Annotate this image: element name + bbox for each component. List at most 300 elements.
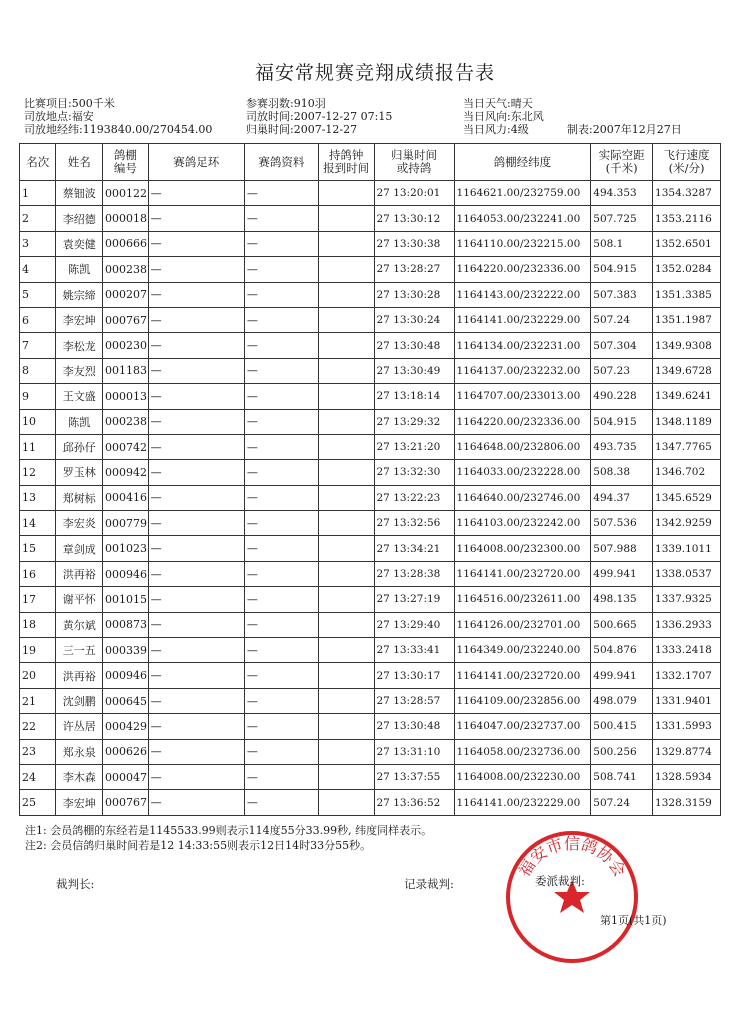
- cell-loft-id: 000230: [103, 333, 149, 358]
- cell-loft-coords: 1164134.00/232231.00: [454, 333, 591, 358]
- cell-name: 洪再裕: [56, 561, 103, 586]
- table-row: [20, 536, 721, 561]
- cell-clock-time: [318, 511, 374, 536]
- cell-clock-time: [318, 206, 374, 231]
- info-return-time: 归巢时间:2007-12-27: [246, 123, 358, 136]
- cell-return-time: 27 13:28:27: [374, 257, 454, 282]
- info-coords: 司放地经纬:1193840.00/270454.00: [24, 123, 213, 136]
- table-body: [20, 181, 721, 816]
- cell-return-time: 27 13:30:12: [374, 206, 454, 231]
- cell-speed: 1349.9308: [653, 333, 721, 358]
- table-row: [20, 688, 721, 713]
- cell-rank: 16: [20, 561, 56, 586]
- cell-name: 王文盛: [56, 384, 103, 409]
- cell-clock-time: [318, 181, 374, 206]
- column-header-distance: 实际空距 (千米): [591, 144, 653, 181]
- cell-speed: 1331.5993: [653, 714, 721, 739]
- table-row: [20, 561, 721, 586]
- referee-signature-label: 裁判长:: [56, 877, 95, 891]
- cell-name: 洪再裕: [56, 663, 103, 688]
- cell-clock-time: [318, 485, 374, 510]
- cell-ring: —: [148, 587, 244, 612]
- cell-loft-id: 000942: [103, 460, 149, 485]
- cell-loft-id: 001183: [103, 358, 149, 383]
- cell-ring: —: [148, 536, 244, 561]
- cell-rank: 25: [20, 790, 56, 815]
- cell-loft-coords: 1164516.00/232611.00: [454, 587, 591, 612]
- cell-speed: 1339.1011: [653, 536, 721, 561]
- cell-rank: 2: [20, 206, 56, 231]
- cell-distance: 507.23: [591, 358, 653, 383]
- cell-loft-coords: 1164103.00/232242.00: [454, 511, 591, 536]
- table-row: [20, 282, 721, 307]
- cell-loft-coords: 1164621.00/232759.00: [454, 181, 591, 206]
- cell-return-time: 27 13:30:38: [374, 231, 454, 256]
- cell-rank: 22: [20, 714, 56, 739]
- cell-return-time: 27 13:31:10: [374, 739, 454, 764]
- cell-rank: 13: [20, 485, 56, 510]
- cell-bird-info: —: [244, 764, 318, 789]
- cell-loft-id: 000946: [103, 663, 149, 688]
- cell-name: 李宏坤: [56, 790, 103, 815]
- cell-clock-time: [318, 384, 374, 409]
- cell-name: 郑树标: [56, 485, 103, 510]
- table-row: [20, 257, 721, 282]
- column-header-return-time: 归巢时间 或持鸽: [374, 144, 454, 181]
- cell-distance: 507.536: [591, 511, 653, 536]
- cell-bird-info: —: [244, 231, 318, 256]
- cell-loft-coords: 1164141.00/232229.00: [454, 307, 591, 332]
- cell-rank: 17: [20, 587, 56, 612]
- table-row: [20, 511, 721, 536]
- cell-loft-id: 000946: [103, 561, 149, 586]
- cell-clock-time: [318, 358, 374, 383]
- table-row: [20, 612, 721, 637]
- cell-loft-coords: 1164141.00/232229.00: [454, 790, 591, 815]
- cell-speed: 1349.6241: [653, 384, 721, 409]
- cell-speed: 1336.2933: [653, 612, 721, 637]
- cell-name: 许丛居: [56, 714, 103, 739]
- cell-return-time: 27 13:28:57: [374, 688, 454, 713]
- cell-name: 袁奕健: [56, 231, 103, 256]
- cell-loft-id: 000873: [103, 612, 149, 637]
- cell-ring: —: [148, 181, 244, 206]
- cell-name: 姚宗缔: [56, 282, 103, 307]
- table-row: [20, 714, 721, 739]
- cell-loft-id: 001023: [103, 536, 149, 561]
- column-header-loft-coords: 鸽棚经纬度: [454, 144, 591, 181]
- cell-loft-coords: 1164047.00/232737.00: [454, 714, 591, 739]
- cell-name: 章剑成: [56, 536, 103, 561]
- info-release-time: 司放时间:2007-12-27 07:15: [246, 110, 393, 123]
- table-row: [20, 358, 721, 383]
- cell-rank: 11: [20, 434, 56, 459]
- cell-ring: —: [148, 790, 244, 815]
- cell-clock-time: [318, 561, 374, 586]
- cell-ring: —: [148, 257, 244, 282]
- cell-loft-id: 001015: [103, 587, 149, 612]
- cell-return-time: 27 13:30:48: [374, 333, 454, 358]
- cell-name: 罗玉林: [56, 460, 103, 485]
- cell-loft-id: 000666: [103, 231, 149, 256]
- cell-name: 陈凯: [56, 257, 103, 282]
- cell-speed: 1331.9401: [653, 688, 721, 713]
- cell-loft-id: 000339: [103, 638, 149, 663]
- info-wind-direction: 当日风向:东北风: [463, 110, 544, 123]
- cell-loft-id: 000645: [103, 688, 149, 713]
- cell-ring: —: [148, 561, 244, 586]
- recorder-signature-label: 记录裁判:: [404, 877, 454, 891]
- cell-clock-time: [318, 612, 374, 637]
- cell-loft-id: 000013: [103, 384, 149, 409]
- table-row: [20, 460, 721, 485]
- cell-name: 陈凯: [56, 409, 103, 434]
- cell-clock-time: [318, 434, 374, 459]
- cell-name: 李木森: [56, 764, 103, 789]
- table-row: [20, 434, 721, 459]
- note-2: 注2: 会员信鸽归巢时间若是12 14:33:55则表示12日14时33分55秒。: [25, 839, 372, 852]
- cell-clock-time: [318, 638, 374, 663]
- cell-speed: 1332.1707: [653, 663, 721, 688]
- cell-loft-id: 000429: [103, 714, 149, 739]
- cell-distance: 494.353: [591, 181, 653, 206]
- cell-name: 邱孙仔: [56, 434, 103, 459]
- cell-ring: —: [148, 612, 244, 637]
- column-header-loft-id: 鸽棚 编号: [103, 144, 149, 181]
- cell-speed: 1352.6501: [653, 231, 721, 256]
- cell-ring: —: [148, 409, 244, 434]
- cell-rank: 19: [20, 638, 56, 663]
- cell-return-time: 27 13:30:28: [374, 282, 454, 307]
- cell-speed: 1349.6728: [653, 358, 721, 383]
- results-table: [19, 143, 721, 816]
- cell-clock-time: [318, 663, 374, 688]
- column-header-bird-info: 赛鸽资料: [244, 144, 318, 181]
- cell-clock-time: [318, 587, 374, 612]
- cell-ring: —: [148, 307, 244, 332]
- table-row: [20, 384, 721, 409]
- cell-ring: —: [148, 434, 244, 459]
- table-row: [20, 764, 721, 789]
- cell-rank: 24: [20, 764, 56, 789]
- cell-loft-coords: 1164137.00/232232.00: [454, 358, 591, 383]
- cell-loft-coords: 1164143.00/232222.00: [454, 282, 591, 307]
- cell-bird-info: —: [244, 460, 318, 485]
- cell-clock-time: [318, 536, 374, 561]
- cell-bird-info: —: [244, 688, 318, 713]
- cell-return-time: 27 13:32:56: [374, 511, 454, 536]
- cell-speed: 1333.2418: [653, 638, 721, 663]
- cell-clock-time: [318, 764, 374, 789]
- cell-return-time: 27 13:28:38: [374, 561, 454, 586]
- cell-ring: —: [148, 764, 244, 789]
- cell-name: 沈剑鹏: [56, 688, 103, 713]
- cell-rank: 20: [20, 663, 56, 688]
- cell-name: 谢平怀: [56, 587, 103, 612]
- cell-loft-coords: 1164141.00/232720.00: [454, 561, 591, 586]
- cell-bird-info: —: [244, 257, 318, 282]
- cell-ring: —: [148, 511, 244, 536]
- column-header-name: 姓名: [56, 144, 103, 181]
- cell-rank: 1: [20, 181, 56, 206]
- table-header-row: [20, 144, 721, 181]
- cell-speed: 1328.3159: [653, 790, 721, 815]
- column-header-ring: 赛鸽足环: [148, 144, 244, 181]
- cell-loft-coords: 1164648.00/232806.00: [454, 434, 591, 459]
- cell-speed: 1348.1189: [653, 409, 721, 434]
- cell-clock-time: [318, 307, 374, 332]
- cell-rank: 5: [20, 282, 56, 307]
- cell-rank: 3: [20, 231, 56, 256]
- cell-distance: 507.988: [591, 536, 653, 561]
- cell-return-time: 27 13:30:24: [374, 307, 454, 332]
- cell-distance: 508.1: [591, 231, 653, 256]
- cell-clock-time: [318, 714, 374, 739]
- cell-return-time: 27 13:21:20: [374, 434, 454, 459]
- cell-distance: 504.876: [591, 638, 653, 663]
- page-title: 福安常规赛竞翔成绩报告表: [254, 62, 495, 84]
- cell-ring: —: [148, 739, 244, 764]
- cell-loft-coords: 1164126.00/232701.00: [454, 612, 591, 637]
- cell-distance: 493.735: [591, 434, 653, 459]
- cell-loft-coords: 1164110.00/232215.00: [454, 231, 591, 256]
- cell-distance: 507.304: [591, 333, 653, 358]
- cell-loft-id: 000207: [103, 282, 149, 307]
- cell-bird-info: —: [244, 612, 318, 637]
- cell-return-time: 27 13:18:14: [374, 384, 454, 409]
- table-row: [20, 485, 721, 510]
- table-row: [20, 663, 721, 688]
- cell-ring: —: [148, 485, 244, 510]
- cell-ring: —: [148, 231, 244, 256]
- cell-speed: 1347.7765: [653, 434, 721, 459]
- cell-speed: 1351.1987: [653, 307, 721, 332]
- cell-distance: 507.383: [591, 282, 653, 307]
- cell-speed: 1338.0537: [653, 561, 721, 586]
- cell-return-time: 27 13:22:23: [374, 485, 454, 510]
- cell-ring: —: [148, 282, 244, 307]
- cell-loft-coords: 1164008.00/232300.00: [454, 536, 591, 561]
- cell-rank: 8: [20, 358, 56, 383]
- cell-ring: —: [148, 206, 244, 231]
- table-row: [20, 333, 721, 358]
- cell-bird-info: —: [244, 282, 318, 307]
- cell-distance: 507.24: [591, 790, 653, 815]
- cell-return-time: 27 13:29:40: [374, 612, 454, 637]
- cell-bird-info: —: [244, 434, 318, 459]
- table-row: [20, 307, 721, 332]
- cell-return-time: 27 13:32:30: [374, 460, 454, 485]
- cell-name: 李松龙: [56, 333, 103, 358]
- cell-bird-info: —: [244, 333, 318, 358]
- cell-return-time: 27 13:37:55: [374, 764, 454, 789]
- cell-clock-time: [318, 282, 374, 307]
- cell-rank: 9: [20, 384, 56, 409]
- cell-speed: 1354.3287: [653, 181, 721, 206]
- cell-clock-time: [318, 790, 374, 815]
- cell-loft-coords: 1164033.00/232228.00: [454, 460, 591, 485]
- cell-loft-coords: 1164053.00/232241.00: [454, 206, 591, 231]
- cell-return-time: 27 13:30:17: [374, 663, 454, 688]
- cell-ring: —: [148, 663, 244, 688]
- cell-bird-info: —: [244, 485, 318, 510]
- cell-rank: 15: [20, 536, 56, 561]
- note-1: 注1: 会员鸽棚的东经若是1145533.99则表示114度55分33.99秒, 纬度同样表示。: [25, 824, 433, 837]
- cell-clock-time: [318, 688, 374, 713]
- cell-speed: 1342.9259: [653, 511, 721, 536]
- cell-loft-id: 000626: [103, 739, 149, 764]
- cell-loft-id: 000238: [103, 257, 149, 282]
- cell-speed: 1352.0284: [653, 257, 721, 282]
- cell-name: 李宏坤: [56, 307, 103, 332]
- table-row: [20, 638, 721, 663]
- cell-clock-time: [318, 409, 374, 434]
- cell-bird-info: —: [244, 536, 318, 561]
- cell-bird-info: —: [244, 181, 318, 206]
- cell-clock-time: [318, 739, 374, 764]
- cell-distance: 507.24: [591, 307, 653, 332]
- cell-distance: 500.256: [591, 739, 653, 764]
- cell-loft-coords: 1164141.00/232720.00: [454, 663, 591, 688]
- cell-return-time: 27 13:27:19: [374, 587, 454, 612]
- table-row: [20, 790, 721, 815]
- column-header-speed: 飞行速度 (米/分): [653, 144, 721, 181]
- cell-loft-coords: 1164220.00/232336.00: [454, 257, 591, 282]
- cell-distance: 504.915: [591, 409, 653, 434]
- cell-rank: 14: [20, 511, 56, 536]
- cell-loft-coords: 1164349.00/232240.00: [454, 638, 591, 663]
- cell-distance: 494.37: [591, 485, 653, 510]
- cell-bird-info: —: [244, 714, 318, 739]
- cell-loft-id: 000238: [103, 409, 149, 434]
- cell-loft-id: 000416: [103, 485, 149, 510]
- cell-return-time: 27 13:30:49: [374, 358, 454, 383]
- cell-distance: 499.941: [591, 561, 653, 586]
- official-stamp: [503, 828, 641, 966]
- column-header-clock-time: 持鸽钟 报到时间: [318, 144, 374, 181]
- cell-bird-info: —: [244, 663, 318, 688]
- info-weather: 当日天气:晴天: [463, 97, 533, 110]
- cell-speed: 1345.6529: [653, 485, 721, 510]
- cell-ring: —: [148, 460, 244, 485]
- cell-loft-id: 000122: [103, 181, 149, 206]
- cell-name: 李友烈: [56, 358, 103, 383]
- cell-loft-coords: 1164058.00/232736.00: [454, 739, 591, 764]
- cell-clock-time: [318, 257, 374, 282]
- cell-ring: —: [148, 638, 244, 663]
- column-header-rank: 名次: [20, 144, 56, 181]
- cell-ring: —: [148, 714, 244, 739]
- cell-distance: 504.915: [591, 257, 653, 282]
- cell-name: 李宏炎: [56, 511, 103, 536]
- cell-bird-info: —: [244, 511, 318, 536]
- cell-speed: 1351.3385: [653, 282, 721, 307]
- cell-distance: 508.38: [591, 460, 653, 485]
- cell-clock-time: [318, 231, 374, 256]
- cell-distance: 499.941: [591, 663, 653, 688]
- cell-speed: 1346.702: [653, 460, 721, 485]
- cell-loft-coords: 1164220.00/232336.00: [454, 409, 591, 434]
- cell-speed: 1328.5934: [653, 764, 721, 789]
- cell-ring: —: [148, 384, 244, 409]
- page-info: 第1页(共1页): [600, 914, 667, 927]
- cell-return-time: 27 13:30:48: [374, 714, 454, 739]
- cell-bird-info: —: [244, 739, 318, 764]
- cell-ring: —: [148, 333, 244, 358]
- cell-bird-info: —: [244, 384, 318, 409]
- cell-distance: 490.228: [591, 384, 653, 409]
- cell-loft-id: 000779: [103, 511, 149, 536]
- cell-loft-coords: 1164109.00/232856.00: [454, 688, 591, 713]
- cell-loft-id: 000742: [103, 434, 149, 459]
- cell-loft-id: 000767: [103, 790, 149, 815]
- cell-name: 黄尔斌: [56, 612, 103, 637]
- cell-rank: 21: [20, 688, 56, 713]
- info-event: 比赛项目:500千米: [24, 97, 115, 110]
- cell-distance: 500.665: [591, 612, 653, 637]
- cell-rank: 23: [20, 739, 56, 764]
- cell-speed: 1353.2116: [653, 206, 721, 231]
- table-row: [20, 409, 721, 434]
- cell-bird-info: —: [244, 206, 318, 231]
- cell-clock-time: [318, 333, 374, 358]
- stamp-text: 福安市信鸽协会: [514, 833, 630, 880]
- cell-ring: —: [148, 688, 244, 713]
- cell-rank: 10: [20, 409, 56, 434]
- cell-bird-info: —: [244, 307, 318, 332]
- cell-return-time: 27 13:33:41: [374, 638, 454, 663]
- cell-return-time: 27 13:34:21: [374, 536, 454, 561]
- cell-speed: 1337.9325: [653, 587, 721, 612]
- cell-bird-info: —: [244, 358, 318, 383]
- delegate-signature-label: 委派裁判:: [535, 874, 585, 888]
- cell-bird-info: —: [244, 587, 318, 612]
- table-row: [20, 231, 721, 256]
- table-row: [20, 739, 721, 764]
- cell-loft-coords: 1164008.00/232230.00: [454, 764, 591, 789]
- info-count: 参赛羽数:910羽: [246, 97, 326, 110]
- cell-rank: 18: [20, 612, 56, 637]
- table-row: [20, 587, 721, 612]
- cell-loft-id: 000018: [103, 206, 149, 231]
- table-row: [20, 206, 721, 231]
- cell-rank: 6: [20, 307, 56, 332]
- cell-distance: 500.415: [591, 714, 653, 739]
- table-row: [20, 181, 721, 206]
- cell-name: 李绍德: [56, 206, 103, 231]
- cell-ring: —: [148, 358, 244, 383]
- cell-return-time: 27 13:36:52: [374, 790, 454, 815]
- cell-loft-coords: 1164707.00/233013.00: [454, 384, 591, 409]
- cell-distance: 508.741: [591, 764, 653, 789]
- cell-rank: 12: [20, 460, 56, 485]
- cell-distance: 507.725: [591, 206, 653, 231]
- cell-bird-info: —: [244, 561, 318, 586]
- cell-distance: 498.079: [591, 688, 653, 713]
- info-made-date: 制表:2007年12月27日: [567, 123, 682, 136]
- cell-distance: 498.135: [591, 587, 653, 612]
- cell-bird-info: —: [244, 790, 318, 815]
- cell-name: 蔡钿波: [56, 181, 103, 206]
- info-wind-force: 当日风力:4级: [463, 123, 529, 136]
- cell-name: 三一五: [56, 638, 103, 663]
- cell-name: 郑永泉: [56, 739, 103, 764]
- cell-rank: 7: [20, 333, 56, 358]
- cell-bird-info: —: [244, 409, 318, 434]
- cell-return-time: 27 13:20:01: [374, 181, 454, 206]
- cell-speed: 1329.8774: [653, 739, 721, 764]
- cell-bird-info: —: [244, 638, 318, 663]
